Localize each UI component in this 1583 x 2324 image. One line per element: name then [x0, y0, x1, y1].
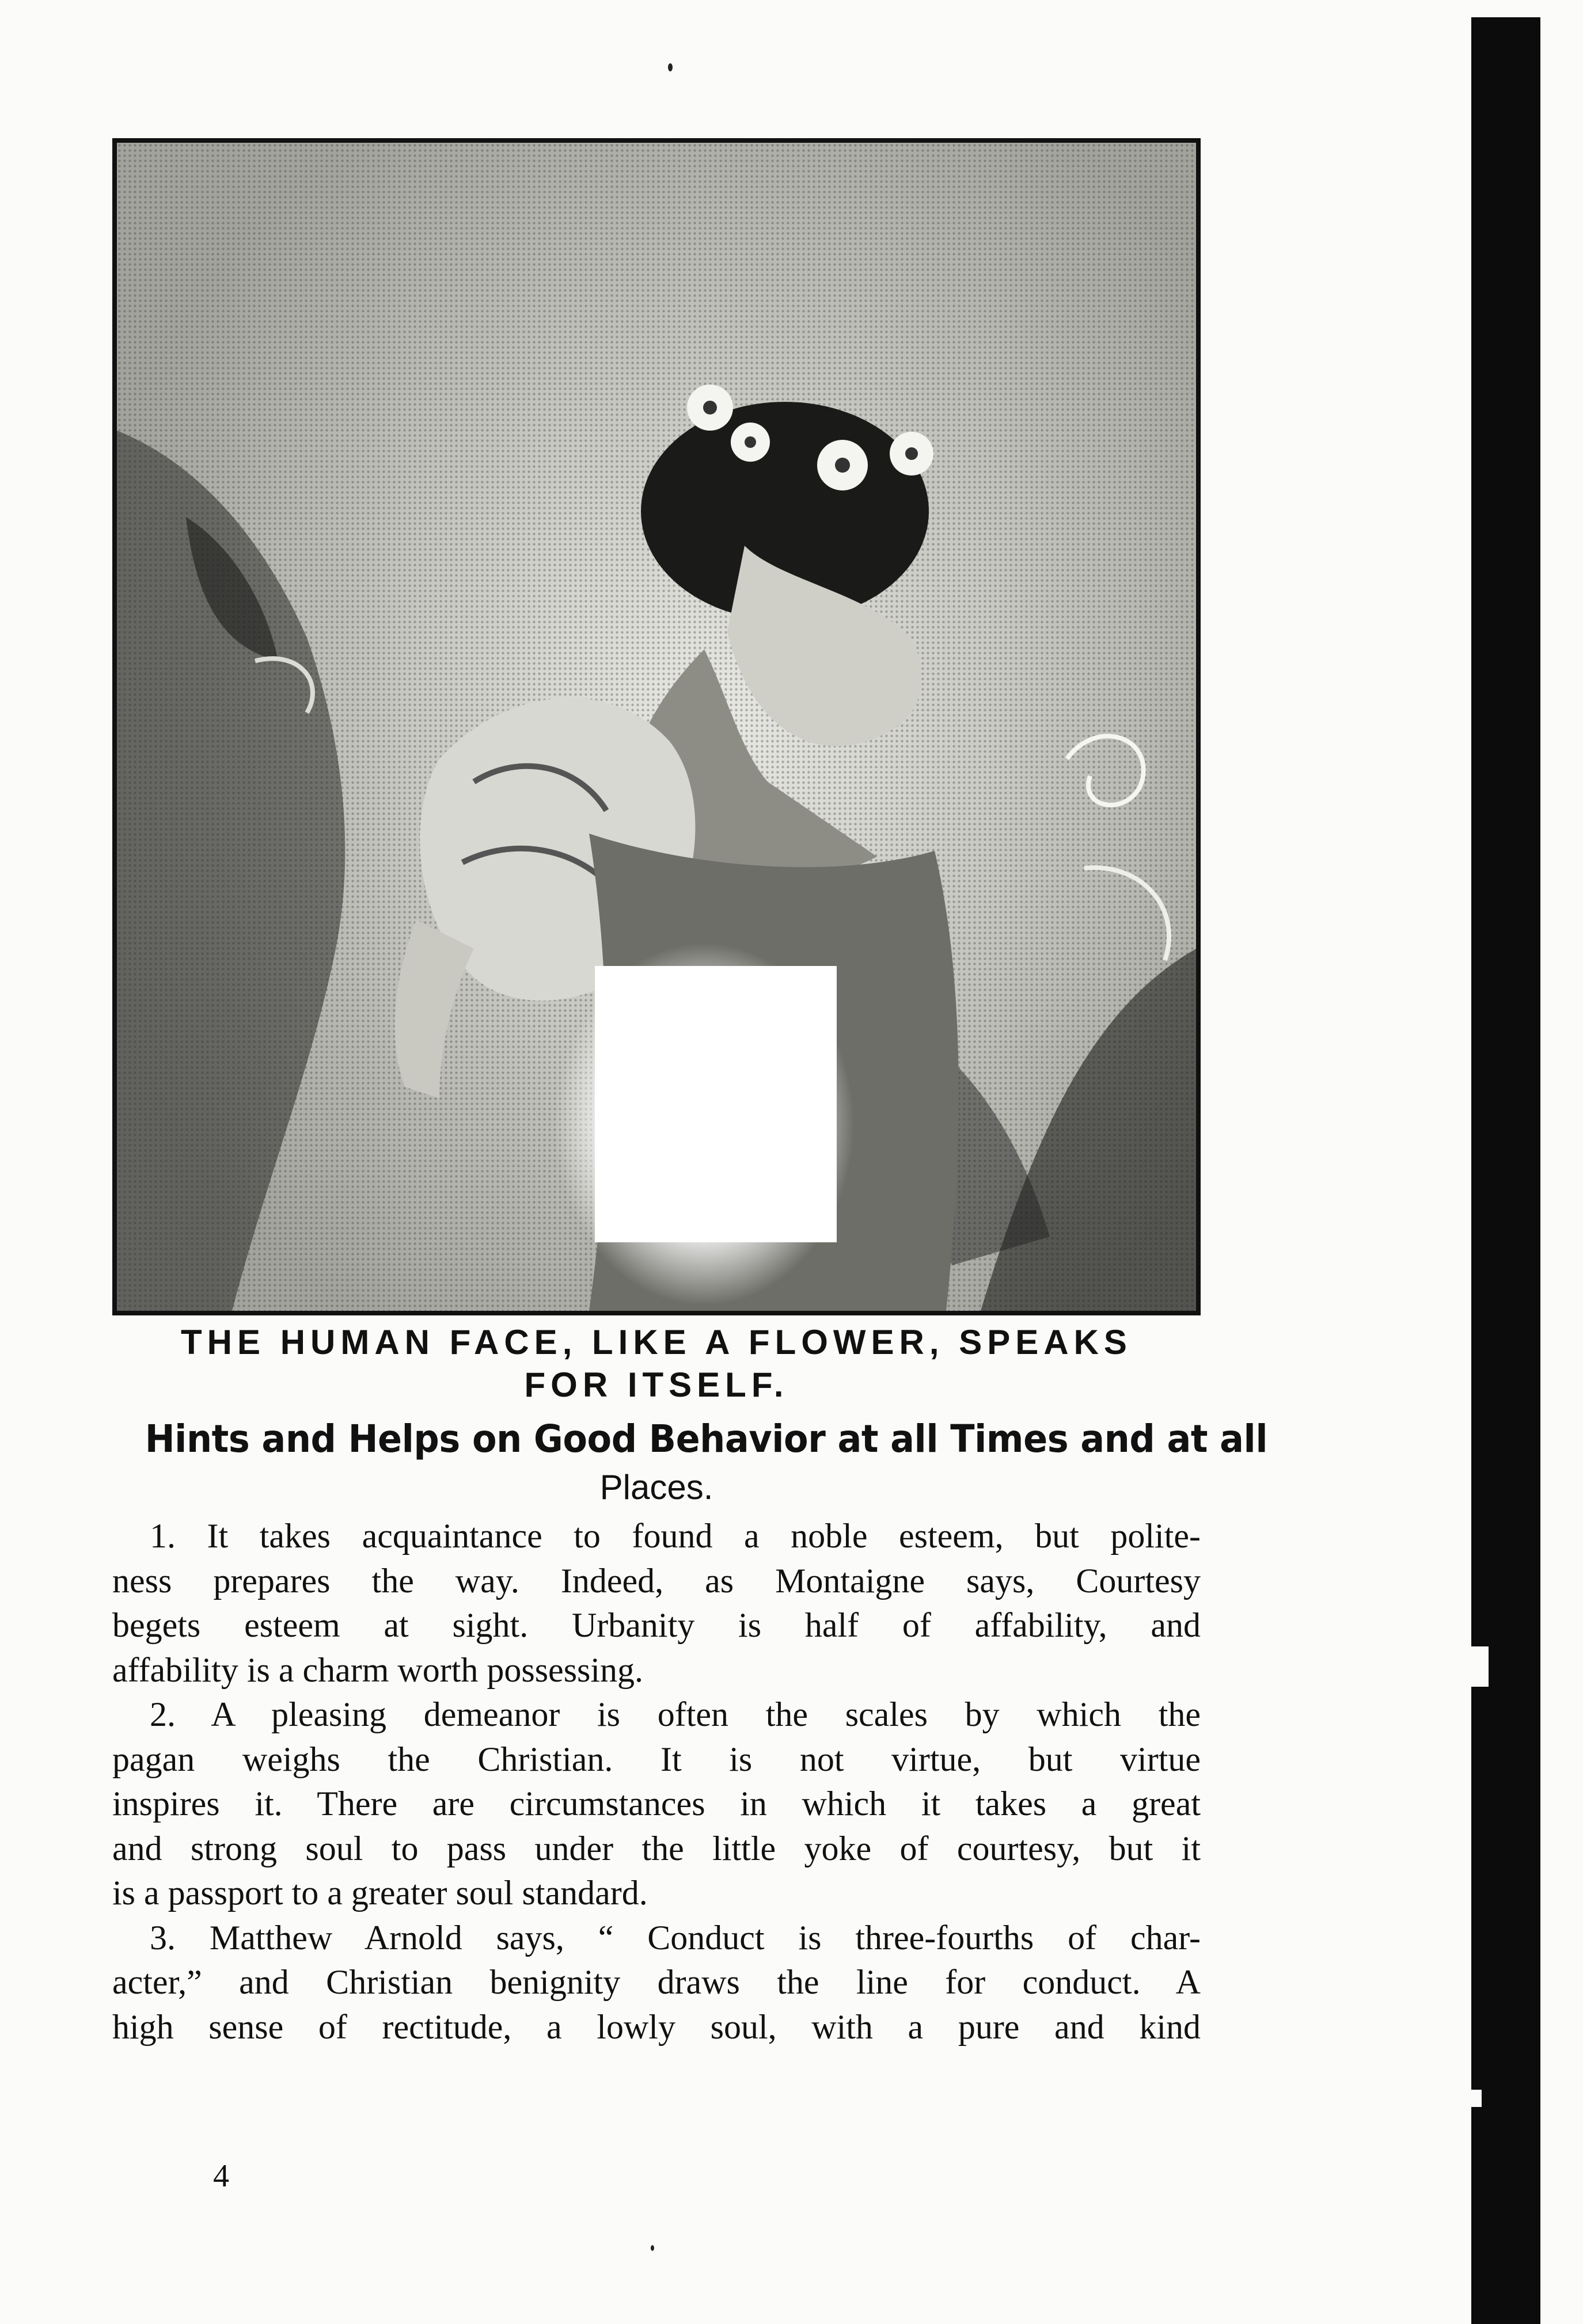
text-line: begets esteem at sight. Urbanity is half of affability, and — [112, 1606, 1201, 1644]
text-line: 1. It takes acquaintance to found a noble esteem, but polite- — [150, 1517, 1201, 1555]
text-line: inspires it. There are circumstances in which it takes a great — [112, 1785, 1201, 1823]
heading-line-1: Hints and Helps on Good Behavior at all Times and at all — [145, 1417, 1268, 1461]
caption-line-1: THE HUMAN FACE, LIKE A FLOWER, SPEAKS — [181, 1323, 1132, 1361]
paragraph-3 — [112, 1916, 1201, 2050]
page-number: 4 — [213, 2158, 229, 2194]
section-heading — [112, 1415, 1268, 1512]
text-line: 2. A pleasing demeanor is often the scales by which the — [150, 1695, 1201, 1733]
text-line: and strong soul to pass under the little yoke of courtesy, but it — [112, 1829, 1201, 1867]
text-line: is a passport to a greater soul standard. — [112, 1874, 648, 1912]
paragraph-1 — [112, 1514, 1201, 1692]
caption-line-2: FOR ITSELF. — [524, 1366, 789, 1404]
portrait-illustration — [117, 143, 1196, 1311]
text-line: pagan weighs the Christian. It is not virtue, but virtue — [112, 1740, 1201, 1778]
text-line: affability is a charm worth possessing. — [112, 1650, 644, 1689]
paragraph-2 — [112, 1692, 1201, 1916]
photo-caption — [112, 1321, 1201, 1406]
ink-speck — [651, 2245, 654, 2251]
binding-shadow — [1471, 17, 1540, 2324]
text-line: ness prepares the way. Indeed, as Montaigne says, Courtesy — [112, 1561, 1201, 1600]
heading-line-2: Places. — [599, 1468, 713, 1507]
ink-speck — [668, 63, 673, 71]
body-text — [112, 1514, 1201, 2049]
text-line: high sense of rectitude, a lowly soul, with a pure and kind — [112, 2007, 1201, 2046]
text-line: acter,” and Christian benignity draws the line for conduct. A — [112, 1963, 1201, 2001]
portrait-photograph — [112, 138, 1201, 1315]
text-line: 3. Matthew Arnold says, “ Conduct is three-fourths of char- — [150, 1918, 1201, 1957]
